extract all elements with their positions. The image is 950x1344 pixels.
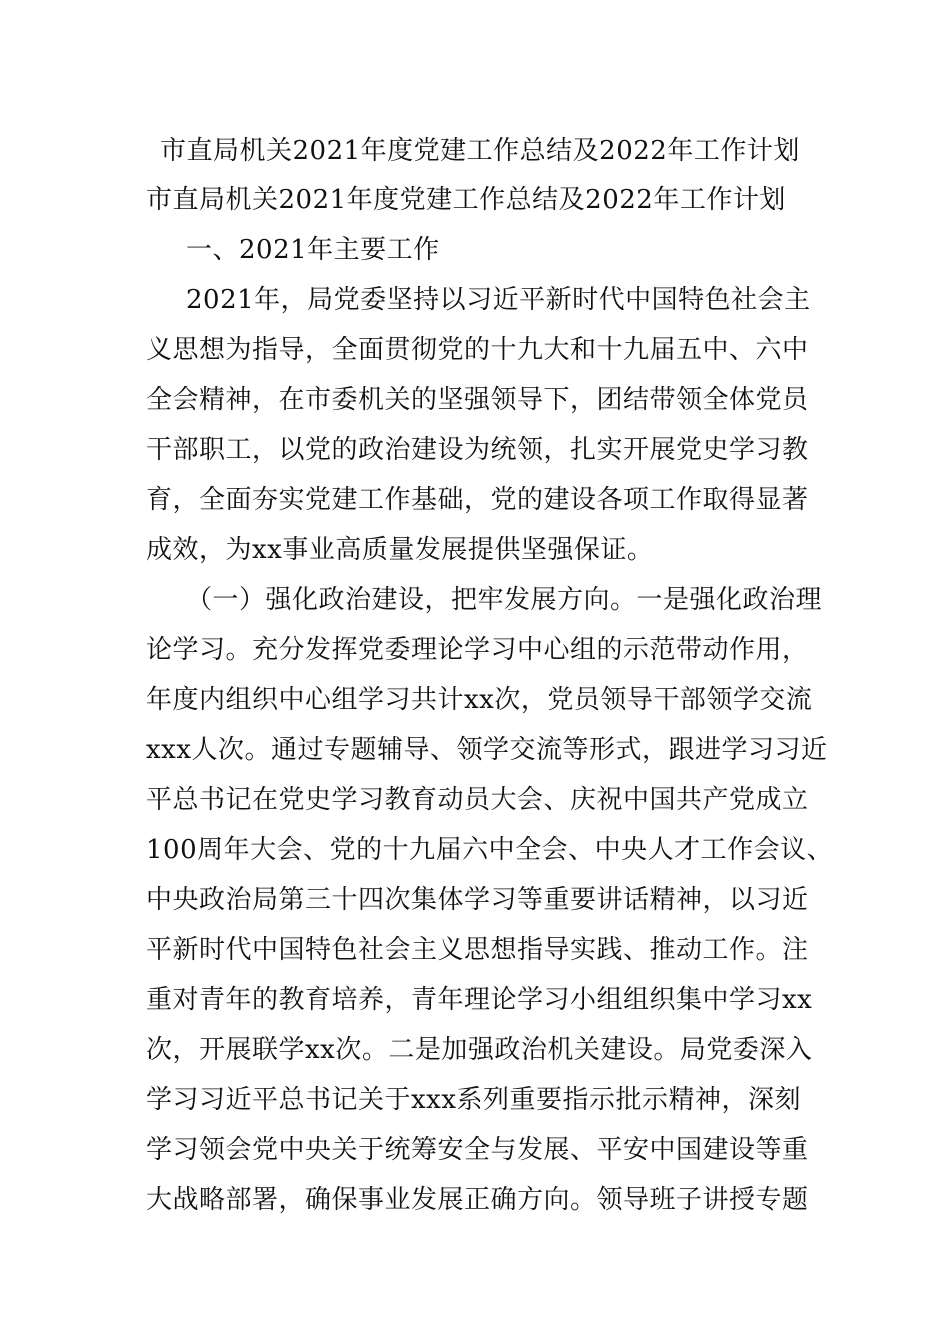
paragraph-line: 100周年大会、党的十九届六中全会、中央人才工作会议、 <box>146 835 834 865</box>
paragraph-line: 平新时代中国特色社会主义思想指导实践、推动工作。注 <box>146 935 809 965</box>
paragraph-line: 育，全面夯实党建工作基础，党的建设各项工作取得显著 <box>146 485 809 515</box>
paragraph-line: 2021年，局党委坚持以习近平新时代中国特色社会主 <box>186 285 811 315</box>
paragraph-line: 学习习近平总书记关于xxx系列重要指示批示精神，深刻 <box>146 1085 801 1115</box>
document-subtitle: 市直局机关2021年度党建工作总结及2022年工作计划 <box>146 185 786 215</box>
paragraph-line: 论学习。充分发挥党委理论学习中心组的示范带动作用， <box>146 635 809 665</box>
paragraph-line: （一）强化政治建设，把牢发展方向。一是强化政治理 <box>186 585 823 615</box>
paragraph-line: 年度内组织中心组学习共计xx次，党员领导干部领学交流 <box>146 685 813 715</box>
paragraph-line: 干部职工，以党的政治建设为统领，扎实开展党史学习教 <box>146 435 809 465</box>
section-heading: 一、2021年主要工作 <box>186 235 440 265</box>
paragraph-line: 重对青年的教育培养，青年理论学习小组组织集中学习xx <box>146 985 813 1015</box>
paragraph-line: 学习领会党中央关于统筹安全与发展、平安中国建设等重 <box>146 1135 809 1165</box>
paragraph-line: 次，开展联学xx次。二是加强政治机关建设。局党委深入 <box>146 1035 813 1065</box>
paragraph-line: 大战略部署，确保事业发展正确方向。领导班子讲授专题 <box>146 1185 809 1215</box>
document-title: 市直局机关2021年度党建工作总结及2022年工作计划 <box>160 136 800 166</box>
paragraph-line: xxx人次。通过专题辅导、领学交流等形式，跟进学习习近 <box>146 735 828 765</box>
paragraph-line: 义思想为指导，全面贯彻党的十九大和十九届五中、六中 <box>146 335 809 365</box>
paragraph-line: 成效，为xx事业高质量发展提供坚强保证。 <box>146 535 654 565</box>
paragraph-line: 全会精神，在市委机关的坚强领导下，团结带领全体党员 <box>146 385 809 415</box>
paragraph-line: 中央政治局第三十四次集体学习等重要讲话精神，以习近 <box>146 885 809 915</box>
paragraph-line: 平总书记在党史学习教育动员大会、庆祝中国共产党成立 <box>146 785 809 815</box>
